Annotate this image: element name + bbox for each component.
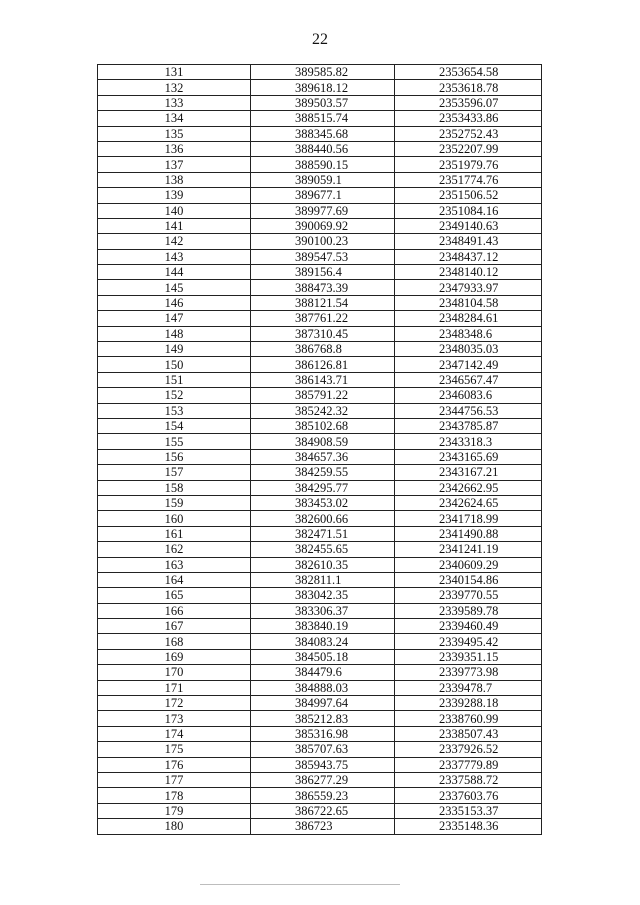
y-coordinate-cell: 2348348.6 bbox=[395, 326, 542, 341]
table-row bbox=[98, 372, 542, 387]
table-row bbox=[98, 295, 542, 310]
table-row bbox=[98, 357, 542, 372]
coordinates-table-body bbox=[98, 65, 542, 835]
point-number-cell: 153 bbox=[98, 403, 251, 418]
x-coordinate-cell: 383453.02 bbox=[251, 495, 395, 510]
x-coordinate-cell: 382600.66 bbox=[251, 511, 395, 526]
x-coordinate-cell: 389585.82 bbox=[251, 65, 395, 80]
table-row bbox=[98, 172, 542, 187]
y-coordinate-cell: 2337588.72 bbox=[395, 772, 542, 787]
table-row bbox=[98, 65, 542, 80]
x-coordinate-cell: 383306.37 bbox=[251, 603, 395, 618]
table-row bbox=[98, 696, 542, 711]
point-number-cell: 140 bbox=[98, 203, 251, 218]
point-number-cell: 136 bbox=[98, 141, 251, 156]
point-number-cell: 144 bbox=[98, 265, 251, 280]
y-coordinate-cell: 2347142.49 bbox=[395, 357, 542, 372]
table-row bbox=[98, 711, 542, 726]
table-row bbox=[98, 819, 542, 834]
point-number-cell: 151 bbox=[98, 372, 251, 387]
point-number-cell: 139 bbox=[98, 188, 251, 203]
y-coordinate-cell: 2348437.12 bbox=[395, 249, 542, 264]
table-row bbox=[98, 80, 542, 95]
y-coordinate-cell: 2337926.52 bbox=[395, 742, 542, 757]
y-coordinate-cell: 2337779.89 bbox=[395, 757, 542, 772]
x-coordinate-cell: 385242.32 bbox=[251, 403, 395, 418]
y-coordinate-cell: 2343318.3 bbox=[395, 434, 542, 449]
y-coordinate-cell: 2339589.78 bbox=[395, 603, 542, 618]
x-coordinate-cell: 384479.6 bbox=[251, 665, 395, 680]
y-coordinate-cell: 2335153.37 bbox=[395, 803, 542, 818]
x-coordinate-cell: 386143.71 bbox=[251, 372, 395, 387]
table-row bbox=[98, 126, 542, 141]
table-row bbox=[98, 526, 542, 541]
point-number-cell: 142 bbox=[98, 234, 251, 249]
x-coordinate-cell: 386723 bbox=[251, 819, 395, 834]
x-coordinate-cell: 388440.56 bbox=[251, 141, 395, 156]
y-coordinate-cell: 2353596.07 bbox=[395, 95, 542, 110]
x-coordinate-cell: 384997.64 bbox=[251, 696, 395, 711]
point-number-cell: 170 bbox=[98, 665, 251, 680]
table-row bbox=[98, 418, 542, 433]
y-coordinate-cell: 2352752.43 bbox=[395, 126, 542, 141]
point-number-cell: 171 bbox=[98, 680, 251, 695]
table-row bbox=[98, 234, 542, 249]
y-coordinate-cell: 2348035.03 bbox=[395, 342, 542, 357]
point-number-cell: 158 bbox=[98, 480, 251, 495]
x-coordinate-cell: 389547.53 bbox=[251, 249, 395, 264]
x-coordinate-cell: 382455.65 bbox=[251, 542, 395, 557]
x-coordinate-cell: 384657.36 bbox=[251, 449, 395, 464]
y-coordinate-cell: 2353618.78 bbox=[395, 80, 542, 95]
y-coordinate-cell: 2339460.49 bbox=[395, 619, 542, 634]
x-coordinate-cell: 384505.18 bbox=[251, 649, 395, 664]
y-coordinate-cell: 2346083.6 bbox=[395, 388, 542, 403]
y-coordinate-cell: 2351774.76 bbox=[395, 172, 542, 187]
table-row bbox=[98, 403, 542, 418]
point-number-cell: 164 bbox=[98, 572, 251, 587]
coordinates-table bbox=[97, 64, 542, 835]
point-number-cell: 166 bbox=[98, 603, 251, 618]
x-coordinate-cell: 384083.24 bbox=[251, 634, 395, 649]
y-coordinate-cell: 2339288.18 bbox=[395, 696, 542, 711]
table-row bbox=[98, 311, 542, 326]
x-coordinate-cell: 382471.51 bbox=[251, 526, 395, 541]
table-row bbox=[98, 803, 542, 818]
table-row bbox=[98, 111, 542, 126]
x-coordinate-cell: 384295.77 bbox=[251, 480, 395, 495]
point-number-cell: 161 bbox=[98, 526, 251, 541]
point-number-cell: 168 bbox=[98, 634, 251, 649]
point-number-cell: 145 bbox=[98, 280, 251, 295]
x-coordinate-cell: 383840.19 bbox=[251, 619, 395, 634]
point-number-cell: 134 bbox=[98, 111, 251, 126]
table-row bbox=[98, 603, 542, 618]
y-coordinate-cell: 2341490.88 bbox=[395, 526, 542, 541]
point-number-cell: 157 bbox=[98, 465, 251, 480]
table-row bbox=[98, 634, 542, 649]
point-number-cell: 162 bbox=[98, 542, 251, 557]
x-coordinate-cell: 386126.81 bbox=[251, 357, 395, 372]
y-coordinate-cell: 2339495.42 bbox=[395, 634, 542, 649]
point-number-cell: 150 bbox=[98, 357, 251, 372]
x-coordinate-cell: 386277.29 bbox=[251, 772, 395, 787]
y-coordinate-cell: 2351979.76 bbox=[395, 157, 542, 172]
y-coordinate-cell: 2343785.87 bbox=[395, 418, 542, 433]
point-number-cell: 132 bbox=[98, 80, 251, 95]
table-row bbox=[98, 265, 542, 280]
x-coordinate-cell: 388121.54 bbox=[251, 295, 395, 310]
point-number-cell: 177 bbox=[98, 772, 251, 787]
table-row bbox=[98, 557, 542, 572]
x-coordinate-cell: 384888.03 bbox=[251, 680, 395, 695]
x-coordinate-cell: 386722.65 bbox=[251, 803, 395, 818]
y-coordinate-cell: 2351084.16 bbox=[395, 203, 542, 218]
y-coordinate-cell: 2344756.53 bbox=[395, 403, 542, 418]
x-coordinate-cell: 388590.15 bbox=[251, 157, 395, 172]
point-number-cell: 137 bbox=[98, 157, 251, 172]
point-number-cell: 138 bbox=[98, 172, 251, 187]
table-row bbox=[98, 665, 542, 680]
x-coordinate-cell: 388345.68 bbox=[251, 126, 395, 141]
point-number-cell: 174 bbox=[98, 726, 251, 741]
x-coordinate-cell: 388515.74 bbox=[251, 111, 395, 126]
x-coordinate-cell: 389503.57 bbox=[251, 95, 395, 110]
table-row bbox=[98, 449, 542, 464]
point-number-cell: 165 bbox=[98, 588, 251, 603]
footer-divider bbox=[200, 884, 400, 885]
y-coordinate-cell: 2349140.63 bbox=[395, 218, 542, 233]
table-row bbox=[98, 649, 542, 664]
table-row bbox=[98, 280, 542, 295]
point-number-cell: 169 bbox=[98, 649, 251, 664]
point-number-cell: 172 bbox=[98, 696, 251, 711]
y-coordinate-cell: 2342624.65 bbox=[395, 495, 542, 510]
table-row bbox=[98, 772, 542, 787]
y-coordinate-cell: 2348140.12 bbox=[395, 265, 542, 280]
table-row bbox=[98, 742, 542, 757]
point-number-cell: 179 bbox=[98, 803, 251, 818]
y-coordinate-cell: 2339770.55 bbox=[395, 588, 542, 603]
y-coordinate-cell: 2352207.99 bbox=[395, 141, 542, 156]
table-row bbox=[98, 572, 542, 587]
x-coordinate-cell: 386768.8 bbox=[251, 342, 395, 357]
table-row bbox=[98, 342, 542, 357]
x-coordinate-cell: 385791.22 bbox=[251, 388, 395, 403]
x-coordinate-cell: 389059.1 bbox=[251, 172, 395, 187]
point-number-cell: 156 bbox=[98, 449, 251, 464]
y-coordinate-cell: 2339351.15 bbox=[395, 649, 542, 664]
x-coordinate-cell: 387761.22 bbox=[251, 311, 395, 326]
x-coordinate-cell: 388473.39 bbox=[251, 280, 395, 295]
table-row bbox=[98, 141, 542, 156]
y-coordinate-cell: 2338760.99 bbox=[395, 711, 542, 726]
table-row bbox=[98, 95, 542, 110]
point-number-cell: 146 bbox=[98, 295, 251, 310]
x-coordinate-cell: 389618.12 bbox=[251, 80, 395, 95]
y-coordinate-cell: 2348284.61 bbox=[395, 311, 542, 326]
point-number-cell: 159 bbox=[98, 495, 251, 510]
table-row bbox=[98, 326, 542, 341]
x-coordinate-cell: 387310.45 bbox=[251, 326, 395, 341]
point-number-cell: 155 bbox=[98, 434, 251, 449]
point-number-cell: 167 bbox=[98, 619, 251, 634]
y-coordinate-cell: 2343165.69 bbox=[395, 449, 542, 464]
table-row bbox=[98, 203, 542, 218]
table-row bbox=[98, 218, 542, 233]
page-number: 22 bbox=[312, 31, 328, 48]
y-coordinate-cell: 2340154.86 bbox=[395, 572, 542, 587]
table-row bbox=[98, 188, 542, 203]
x-coordinate-cell: 390100.23 bbox=[251, 234, 395, 249]
table-row bbox=[98, 757, 542, 772]
x-coordinate-cell: 385707.63 bbox=[251, 742, 395, 757]
y-coordinate-cell: 2351506.52 bbox=[395, 188, 542, 203]
point-number-cell: 147 bbox=[98, 311, 251, 326]
table-row bbox=[98, 619, 542, 634]
table-row bbox=[98, 388, 542, 403]
table-row bbox=[98, 588, 542, 603]
point-number-cell: 163 bbox=[98, 557, 251, 572]
point-number-cell: 133 bbox=[98, 95, 251, 110]
point-number-cell: 152 bbox=[98, 388, 251, 403]
point-number-cell: 131 bbox=[98, 65, 251, 80]
point-number-cell: 180 bbox=[98, 819, 251, 834]
x-coordinate-cell: 384259.55 bbox=[251, 465, 395, 480]
table-row bbox=[98, 788, 542, 803]
table-row bbox=[98, 434, 542, 449]
y-coordinate-cell: 2346567.47 bbox=[395, 372, 542, 387]
y-coordinate-cell: 2338507.43 bbox=[395, 726, 542, 741]
y-coordinate-cell: 2340609.29 bbox=[395, 557, 542, 572]
point-number-cell: 176 bbox=[98, 757, 251, 772]
point-number-cell: 149 bbox=[98, 342, 251, 357]
y-coordinate-cell: 2335148.36 bbox=[395, 819, 542, 834]
y-coordinate-cell: 2348491.43 bbox=[395, 234, 542, 249]
x-coordinate-cell: 385102.68 bbox=[251, 418, 395, 433]
x-coordinate-cell: 383042.35 bbox=[251, 588, 395, 603]
y-coordinate-cell: 2339773.98 bbox=[395, 665, 542, 680]
point-number-cell: 178 bbox=[98, 788, 251, 803]
y-coordinate-cell: 2348104.58 bbox=[395, 295, 542, 310]
table-row bbox=[98, 495, 542, 510]
x-coordinate-cell: 385212.83 bbox=[251, 711, 395, 726]
point-number-cell: 141 bbox=[98, 218, 251, 233]
table-row bbox=[98, 249, 542, 264]
x-coordinate-cell: 389977.69 bbox=[251, 203, 395, 218]
table-row bbox=[98, 680, 542, 695]
y-coordinate-cell: 2342662.95 bbox=[395, 480, 542, 495]
y-coordinate-cell: 2341241.19 bbox=[395, 542, 542, 557]
table-row bbox=[98, 542, 542, 557]
x-coordinate-cell: 385943.75 bbox=[251, 757, 395, 772]
point-number-cell: 154 bbox=[98, 418, 251, 433]
point-number-cell: 175 bbox=[98, 742, 251, 757]
table-row bbox=[98, 726, 542, 741]
point-number-cell: 173 bbox=[98, 711, 251, 726]
y-coordinate-cell: 2353654.58 bbox=[395, 65, 542, 80]
x-coordinate-cell: 382610.35 bbox=[251, 557, 395, 572]
x-coordinate-cell: 385316.98 bbox=[251, 726, 395, 741]
x-coordinate-cell: 382811.1 bbox=[251, 572, 395, 587]
point-number-cell: 160 bbox=[98, 511, 251, 526]
table-row bbox=[98, 511, 542, 526]
y-coordinate-cell: 2353433.86 bbox=[395, 111, 542, 126]
y-coordinate-cell: 2341718.99 bbox=[395, 511, 542, 526]
y-coordinate-cell: 2339478.7 bbox=[395, 680, 542, 695]
x-coordinate-cell: 384908.59 bbox=[251, 434, 395, 449]
y-coordinate-cell: 2337603.76 bbox=[395, 788, 542, 803]
y-coordinate-cell: 2347933.97 bbox=[395, 280, 542, 295]
point-number-cell: 148 bbox=[98, 326, 251, 341]
point-number-cell: 143 bbox=[98, 249, 251, 264]
table-row bbox=[98, 465, 542, 480]
point-number-cell: 135 bbox=[98, 126, 251, 141]
x-coordinate-cell: 390069.92 bbox=[251, 218, 395, 233]
x-coordinate-cell: 389156.4 bbox=[251, 265, 395, 280]
table-row bbox=[98, 480, 542, 495]
y-coordinate-cell: 2343167.21 bbox=[395, 465, 542, 480]
x-coordinate-cell: 389677.1 bbox=[251, 188, 395, 203]
table-row bbox=[98, 157, 542, 172]
x-coordinate-cell: 386559.23 bbox=[251, 788, 395, 803]
